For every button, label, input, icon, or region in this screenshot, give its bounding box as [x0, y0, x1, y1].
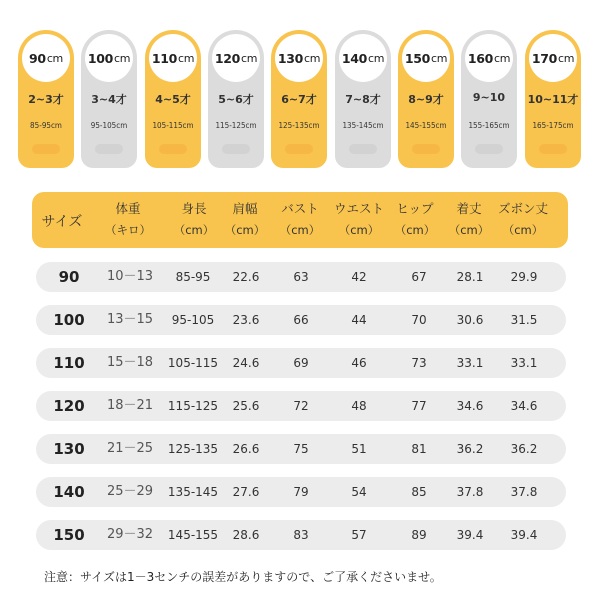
table-cell: 63 — [293, 270, 309, 284]
header-label: 身長 — [181, 201, 207, 216]
tag-size-unit: cm — [304, 51, 321, 65]
header-unit: （cm） — [394, 223, 436, 237]
table-cell: 27.6 — [232, 485, 260, 499]
tag-size-unit: cm — [46, 51, 63, 65]
tag-size-number: 150 — [404, 50, 431, 66]
header-unit: （cm） — [224, 223, 266, 237]
tag-height-range: 95-105cm — [90, 121, 128, 130]
table-cell: 105-115 — [167, 356, 219, 370]
table-cell: 33.1 — [510, 356, 538, 370]
tag-blurred-mark — [412, 144, 440, 154]
table-cell: 73 — [411, 356, 427, 370]
table-row — [36, 477, 566, 507]
table-row — [36, 262, 566, 292]
table-cell: 79 — [293, 485, 309, 499]
table-cell: 36.2 — [510, 442, 538, 456]
table-cell: 83 — [293, 528, 309, 542]
tag-size-number: 140 — [341, 50, 368, 66]
row-size: 110 — [53, 354, 85, 372]
table-cell: 24.6 — [232, 356, 260, 370]
size-tags — [18, 30, 582, 170]
tag-age: 7~8才 — [345, 93, 381, 106]
table-cell: 54 — [351, 485, 367, 499]
size-tag-140 — [335, 30, 391, 168]
header-label: ズボン丈 — [497, 201, 548, 216]
table-cell: 57 — [351, 528, 367, 542]
tag-size-label — [85, 34, 133, 82]
table-cell: 23.6 — [232, 313, 260, 327]
table-cell: 18－21 — [106, 398, 154, 413]
table-header — [32, 192, 568, 248]
tag-size-label — [149, 34, 197, 82]
tag-size-label — [212, 34, 260, 82]
tag-size-label — [402, 34, 450, 82]
table-cell: 15－18 — [106, 355, 154, 370]
table-cell: 10－13 — [106, 269, 154, 284]
table-cell: 30.6 — [456, 313, 484, 327]
tag-size-unit: cm — [368, 51, 385, 65]
tag-age: 9~10 — [472, 91, 506, 104]
table-cell: 95-105 — [171, 313, 215, 327]
header-unit: （cm） — [173, 223, 215, 237]
table-cell: 70 — [411, 313, 427, 327]
table-cell: 135-145 — [167, 485, 219, 499]
tag-height-range: 155-165cm — [468, 121, 510, 130]
tag-size-label — [22, 34, 70, 82]
table-cell: 75 — [293, 442, 309, 456]
tag-blurred-mark — [95, 144, 123, 154]
tag-height-range: 105-115cm — [152, 121, 194, 130]
table-row — [36, 520, 566, 550]
table-cell: 85 — [411, 485, 427, 499]
tag-size-number: 100 — [87, 50, 114, 66]
table-row — [36, 391, 566, 421]
tag-size-unit: cm — [241, 51, 258, 65]
header-unit: （cm） — [448, 223, 490, 237]
table-cell: 37.8 — [510, 485, 538, 499]
row-size: 100 — [53, 311, 85, 329]
tag-height-range: 135-145cm — [342, 121, 384, 130]
tag-age: 10~11才 — [527, 93, 579, 106]
row-size: 150 — [53, 526, 85, 544]
tag-age: 2~3才 — [28, 93, 64, 106]
header-cell — [491, 192, 555, 248]
header-cell — [96, 192, 160, 248]
tag-blurred-mark — [159, 144, 187, 154]
tag-size-label — [529, 34, 577, 82]
table-cell: 22.6 — [232, 270, 260, 284]
header-label: 着丈 — [456, 201, 482, 216]
tag-size-number: 120 — [214, 50, 241, 66]
table-cell: 29.9 — [510, 270, 538, 284]
table-cell: 31.5 — [510, 313, 538, 327]
table-cell: 81 — [411, 442, 427, 456]
table-cell: 33.1 — [456, 356, 484, 370]
tag-size-label — [275, 34, 323, 82]
size-tag-160 — [461, 30, 517, 168]
tag-age: 4~5才 — [155, 93, 191, 106]
table-cell: 34.6 — [510, 399, 538, 413]
size-tag-90 — [18, 30, 74, 168]
tag-blurred-mark — [539, 144, 567, 154]
table-cell: 115-125 — [167, 399, 219, 413]
tag-size-number: 160 — [467, 50, 494, 66]
size-tag-100 — [81, 30, 137, 168]
table-cell: 34.6 — [456, 399, 484, 413]
table-cell: 13－15 — [106, 312, 154, 327]
tag-size-unit: cm — [114, 51, 131, 65]
tag-size-number: 110 — [151, 50, 178, 66]
table-cell: 28.6 — [232, 528, 260, 542]
table-cell: 51 — [351, 442, 367, 456]
table-row — [36, 434, 566, 464]
header-label: 体重 — [115, 201, 141, 216]
tag-size-number: 130 — [277, 50, 304, 66]
tag-size-number: 90 — [29, 50, 46, 66]
table-cell: 25.6 — [232, 399, 260, 413]
note-text: 注意：サイズは1－3センチの誤差がありますので、ご了承くださいませ。 — [44, 570, 442, 584]
tag-size-unit: cm — [178, 51, 195, 65]
table-cell: 145-155 — [167, 528, 219, 542]
table-cell: 26.6 — [232, 442, 260, 456]
header-unit: （キロ） — [105, 223, 151, 237]
tag-height-range: 165-175cm — [532, 121, 574, 130]
table-cell: 36.2 — [456, 442, 484, 456]
table-cell: 72 — [293, 399, 309, 413]
header-unit: （cm） — [279, 223, 321, 237]
header-cell — [327, 192, 391, 248]
size-tag-110 — [145, 30, 201, 168]
table-cell: 37.8 — [456, 485, 484, 499]
table-cell: 48 — [351, 399, 367, 413]
tag-size-unit: cm — [494, 51, 511, 65]
table-cell: 42 — [351, 270, 367, 284]
table-cell: 44 — [351, 313, 367, 327]
tag-height-range: 115-125cm — [215, 121, 257, 130]
header-unit: （cm） — [338, 223, 380, 237]
tag-age: 3~4才 — [91, 93, 127, 106]
header-label: ヒップ — [396, 201, 434, 216]
row-size: 120 — [53, 397, 85, 415]
size-tag-120 — [208, 30, 264, 168]
size-tag-170 — [525, 30, 581, 168]
table-cell: 89 — [411, 528, 427, 542]
tag-age: 6~7才 — [281, 93, 317, 106]
table-row — [36, 305, 566, 335]
row-size: 130 — [53, 440, 85, 458]
tag-age: 8~9才 — [408, 93, 444, 106]
tag-blurred-mark — [349, 144, 377, 154]
header-label: バスト — [281, 201, 319, 216]
table-cell: 66 — [293, 313, 309, 327]
header-unit: （cm） — [502, 223, 544, 237]
row-size: 140 — [53, 483, 85, 501]
table-cell: 39.4 — [510, 528, 538, 542]
tag-height-range: 145-155cm — [405, 121, 447, 130]
size-tag-150 — [398, 30, 454, 168]
tag-blurred-mark — [222, 144, 250, 154]
table-cell: 25－29 — [106, 484, 154, 499]
tag-size-number: 170 — [531, 50, 558, 66]
header-label: ウエスト — [333, 201, 384, 216]
tag-height-range: 85-95cm — [30, 121, 62, 130]
tag-size-unit: cm — [558, 51, 575, 65]
table-cell: 21－25 — [106, 441, 154, 456]
tag-size-label — [465, 34, 513, 82]
header-cell — [268, 192, 332, 248]
size-tag-130 — [271, 30, 327, 168]
tag-size-label — [339, 34, 387, 82]
table-cell: 69 — [293, 356, 309, 370]
header-cell — [30, 192, 94, 248]
table-cell: 29－32 — [106, 527, 154, 542]
tag-blurred-mark — [285, 144, 313, 154]
tag-height-range: 125-135cm — [278, 121, 320, 130]
tag-blurred-mark — [475, 144, 503, 154]
table-cell: 39.4 — [456, 528, 484, 542]
header-label: 肩幅 — [232, 201, 258, 216]
table-cell: 125-135 — [167, 442, 219, 456]
tag-size-unit: cm — [431, 51, 448, 65]
table-cell: 85-95 — [175, 270, 211, 284]
table-cell: 28.1 — [456, 270, 484, 284]
table-cell: 77 — [411, 399, 427, 413]
tag-age: 5~6才 — [218, 93, 254, 106]
table-cell: 46 — [351, 356, 367, 370]
table-cell: 67 — [411, 270, 427, 284]
tag-blurred-mark — [32, 144, 60, 154]
header-label: サイズ — [41, 214, 83, 230]
row-size: 90 — [58, 268, 80, 286]
table-row — [36, 348, 566, 378]
